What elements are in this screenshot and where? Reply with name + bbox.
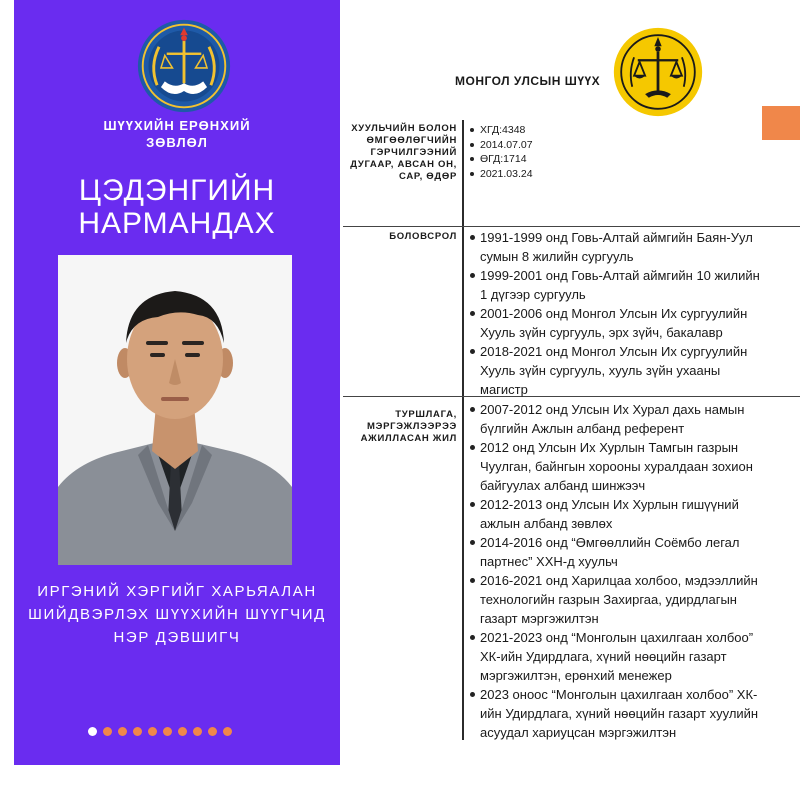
judicial-council-emblem-icon — [136, 18, 232, 114]
education-item-line: сумын 8 жилийн сургууль — [480, 249, 634, 264]
education-item — [468, 304, 760, 342]
experience-item-line: Чуулган, байнгын хорооны хуралдаан зохион — [480, 459, 753, 474]
license-section-label — [350, 123, 457, 183]
pagination-dot[interactable] — [208, 727, 217, 736]
experience-item-line: ХК-ийн Удирдлага, хүний нөөцийн газарт — [480, 649, 727, 664]
experience-section-label — [361, 409, 457, 445]
education-item-line: магистр — [480, 382, 528, 397]
pagination-dot[interactable] — [223, 727, 232, 736]
council-name-line-1: ШҮҮХИЙН ЕРӨНХИЙ — [103, 118, 251, 133]
experience-item-line: асуудал хариуцсан мэргэжилтэн — [480, 725, 677, 740]
pagination-dot[interactable] — [103, 727, 112, 736]
experience-item — [468, 495, 758, 533]
education-section-label — [389, 231, 457, 243]
education-list — [468, 228, 760, 399]
experience-label-line: АЖИЛЛАСАН ЖИЛ — [360, 433, 457, 444]
experience-item-line: газарт мэргэжилтэн — [480, 611, 599, 626]
experience-item-line: 2021-2023 онд “Монголын цахилгаан холбоо” — [480, 630, 754, 645]
education-item-line: Хууль зүйн сургууль, эрх зүйч, бакалавр — [480, 325, 723, 340]
section-divider-1 — [343, 226, 800, 227]
pagination-dot[interactable] — [88, 727, 97, 736]
education-item-line: 2018-2021 онд Монгол Улсын Их сургуулийн — [480, 344, 748, 359]
nomination-line-2: ШИЙДВЭРЛЭХ ШҮҮХИЙН ШҮҮГЧИД — [28, 606, 326, 623]
education-item — [468, 342, 760, 399]
license-item: ХГД:4348 — [468, 123, 533, 138]
experience-item — [468, 438, 758, 495]
experience-item — [468, 628, 758, 685]
pagination-dot[interactable] — [133, 727, 142, 736]
pagination-dot[interactable] — [163, 727, 172, 736]
council-name-line-2: ЗӨВЛӨЛ — [146, 135, 208, 150]
candidate-name-line-1: ЦЭДЭНГИЙН — [78, 174, 276, 207]
candidate-name-line-2: НАРМАНДАХ — [78, 207, 276, 240]
license-label-line: ГЭРЧИЛГЭЭНИЙ — [370, 147, 457, 158]
column-divider — [462, 120, 464, 740]
portrait-illustration — [58, 255, 292, 565]
experience-item-line: ийн Удирдлага, хүний нөөцийн газарт хуулийн — [480, 706, 759, 721]
experience-item — [468, 400, 758, 438]
experience-item-line: 2012-2013 онд Улсын Их Хурлын гишүүний — [480, 497, 739, 512]
education-label-line: БОЛОВСРОЛ — [389, 231, 457, 242]
experience-item-line: партнес” ХХН-д хуульч — [480, 554, 618, 569]
experience-item-line: 2016-2021 онд Харилцаа холбоо, мэдээллийн — [480, 573, 758, 588]
experience-item — [468, 533, 758, 571]
education-item-line: 1991-1999 онд Говь-Алтай аймгийн Баян-Уул — [480, 230, 753, 245]
license-label-line: САР, ӨДӨР — [399, 171, 457, 182]
experience-item — [468, 571, 758, 628]
experience-item-line: 2023 оноос “Монголын цахилгаан холбоо” ХК- — [480, 687, 758, 702]
experience-item-line: байгуулах албанд шинжээч — [480, 478, 646, 493]
license-list — [468, 123, 533, 181]
education-item — [468, 266, 760, 304]
education-item-line: 1999-2001 онд Говь-Алтай аймгийн 10 жилийн — [480, 268, 760, 283]
education-item-line: 1 дүгээр сургууль — [480, 287, 586, 302]
license-item: 2021.03.24 — [468, 167, 533, 182]
pagination-dot[interactable] — [118, 727, 127, 736]
license-item: 2014.07.07 — [468, 138, 533, 153]
accent-block — [762, 106, 800, 140]
nomination-line-1: ИРГЭНИЙ ХЭРГИЙГ ХАРЬЯАЛАН — [37, 583, 317, 600]
candidate-photo — [58, 255, 292, 565]
candidate-name — [14, 174, 340, 240]
education-item-line: Хууль зүйн сургууль, хууль зүйн ухааны — [480, 363, 721, 378]
pagination-dots — [88, 727, 232, 736]
court-title: МОНГОЛ УЛСЫН ШҮҮХ — [455, 74, 601, 88]
experience-item-line: ажлын албанд зөвлөх — [480, 516, 613, 531]
experience-list — [468, 400, 758, 742]
pagination-dot[interactable] — [148, 727, 157, 736]
experience-item-line: мэргэжилтэн, ерөнхий менежер — [480, 668, 672, 683]
experience-item-line: бүлгийн Ажлын албанд референт — [480, 421, 685, 436]
education-item — [468, 228, 760, 266]
experience-item-line: 2007-2012 онд Улсын Их Хурал дахь намын — [480, 402, 745, 417]
nomination-line-3: НЭР ДЭВШИГЧ — [113, 629, 241, 646]
candidate-panel — [14, 0, 340, 765]
license-item: ӨГД:1714 — [468, 152, 533, 167]
education-item-line: 2001-2006 онд Монгол Улсын Их сургуулийн — [480, 306, 748, 321]
experience-item-line: 2014-2016 онд “Өмгөөллийн Соёмбо легал — [480, 535, 740, 550]
experience-item-line: технологийн газрын Захиргаа, удирдлагын — [480, 592, 737, 607]
license-label-line: ХУУЛЬЧИЙН БОЛОН — [351, 123, 457, 134]
court-emblem-icon — [612, 26, 704, 118]
nomination-title — [14, 580, 340, 649]
experience-label-line: МЭРГЭЖЛЭЭРЭЭ — [367, 421, 457, 432]
license-label-line: ДУГААР, АВСАН ОН, — [350, 159, 457, 170]
experience-item — [468, 685, 758, 742]
experience-item-line: 2012 онд Улсын Их Хурлын Тамгын газрын — [480, 440, 739, 455]
license-label-line: ӨМГӨӨЛӨГЧИЙН — [366, 135, 457, 146]
council-name — [14, 117, 340, 151]
experience-label-line: ТУРШЛАГА, — [395, 409, 457, 420]
pagination-dot[interactable] — [193, 727, 202, 736]
pagination-dot[interactable] — [178, 727, 187, 736]
